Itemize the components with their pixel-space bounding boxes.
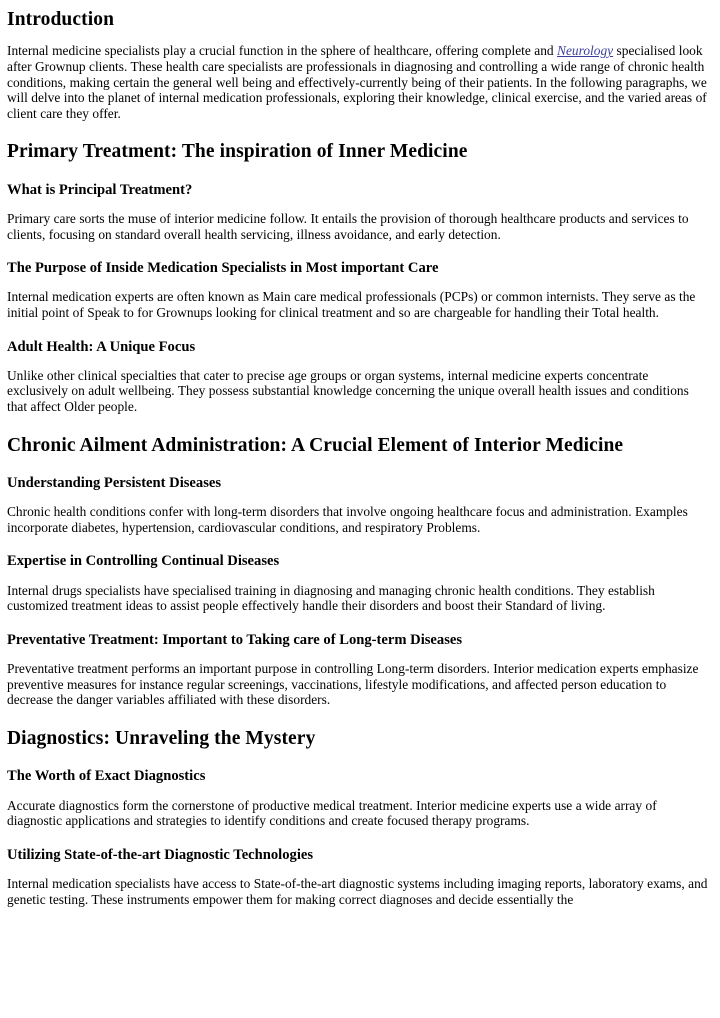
subsection-heading-purpose-of-inside-medication-specialists: The Purpose of Inside Medication Specialists in Most important Care — [7, 260, 439, 277]
subsection-heading-understanding-persistent-diseases: Understanding Persistent Diseases — [7, 475, 222, 492]
paragraph-adult-health-unique-focus: Unlike other clinical specialties that cater to precise age groups or organ systems, internal medicine experts concentrate exclusively on adult wellbeing. They possess substantial knowledge concerning the unique overall health issues and conditions that affect Older people. — [7, 367, 689, 415]
section-heading-introduction: Introduction — [7, 9, 115, 30]
paragraph-worth-of-exact-diagnostics: Accurate diagnostics form the cornerstone of productive medical treatment. Interior medicine experts use a wide array of diagnostic applications and strategies to identify conditions and create focused therapy programs. — [7, 797, 657, 829]
subsection-heading-worth-of-exact-diagnostics: The Worth of Exact Diagnostics — [7, 768, 206, 785]
paragraph-preventative-treatment: Preventative treatment performs an important purpose in controlling Long-term disorders. Interior medication experts emphasize preventive measures for instance regular screenings, vaccinations, lifestyle modifications, and affected person education to decrease the danger variables affiliated with these disorders. — [7, 661, 699, 708]
paragraph-text-after-link: specialised look after Grownup clients. These health care specialists are professionals in diagnosing and controlling a wide range of chronic health conditions, making certain the general well being and effectively-currently being of their patients. In the following paragraphs, we will delve into the planet of internal medication professionals, exploring their knowledge, clinical exercise, and the varied areas of client care they offer. — [7, 43, 707, 121]
subsection-heading-preventative-treatment: Preventative Treatment: Important to Taking care of Long-term Diseases — [7, 631, 463, 648]
paragraph-expertise-controlling-continual-diseases: Internal drugs specialists have specialised training in diagnosing and managing chronic health conditions. They establish customized treatment ideas to assist people effectively handle their disorders and boost their Standard of living. — [7, 582, 655, 614]
paragraph-intro-p1 — [7, 43, 712, 121]
paragraph-text-before-link: Internal medicine specialists play a crucial function in the sphere of healthcare, offering complete and — [7, 43, 558, 59]
subsection-heading-expertise-controlling-continual-diseases: Expertise in Controlling Continual Diseases — [7, 553, 280, 570]
subsection-heading-adult-health-unique-focus: Adult Health: A Unique Focus — [7, 338, 196, 355]
paragraph-understanding-persistent-diseases: Chronic health conditions confer with long-term disorders that involve ongoing healthcare focus and administration. Examples incorporate diabetes, hypertension, cardiovascular conditions, and respiratory Problems. — [7, 504, 688, 535]
section-heading-primary-treatment: Primary Treatment: The inspiration of Inner Medicine — [7, 141, 468, 163]
section-heading-diagnostics: Diagnostics: Unraveling the Mystery — [7, 727, 316, 749]
neurology-link[interactable]: Neurology — [557, 43, 614, 59]
subsection-heading-utilizing-state-of-the-art-diagnostic-technologies: Utilizing State-of-the-art Diagnostic Technologies — [7, 846, 314, 863]
subsection-heading-what-is-principal-treatment: What is Principal Treatment? — [7, 181, 193, 198]
paragraph-utilizing-state-of-the-art-diagnostic-technologies: Internal medication specialists have access to State-of-the-art diagnostic systems including imaging reports, laboratory exams, and genetic testing. These instruments empower them for making correct diagnoses and decide essentially the — [7, 875, 708, 907]
section-heading-chronic-ailment-administration: Chronic Ailment Administration: A Crucial Element of Interior Medicine — [7, 434, 624, 456]
paragraph-purpose-of-inside-medication-specialists: Internal medication experts are often known as Main care medical professionals (PCPs) or common internists. They serve as the initial point of Speak to for Grownups looking for clinical treatment and so are chargeable for handling their Total health. — [7, 289, 696, 321]
paragraph-what-is-principal-treatment: Primary care sorts the muse of interior medicine follow. It entails the provision of thorough healthcare products and services to clients, focusing on standard overall health servicing, illness avoidance, and early detection. — [7, 211, 689, 242]
